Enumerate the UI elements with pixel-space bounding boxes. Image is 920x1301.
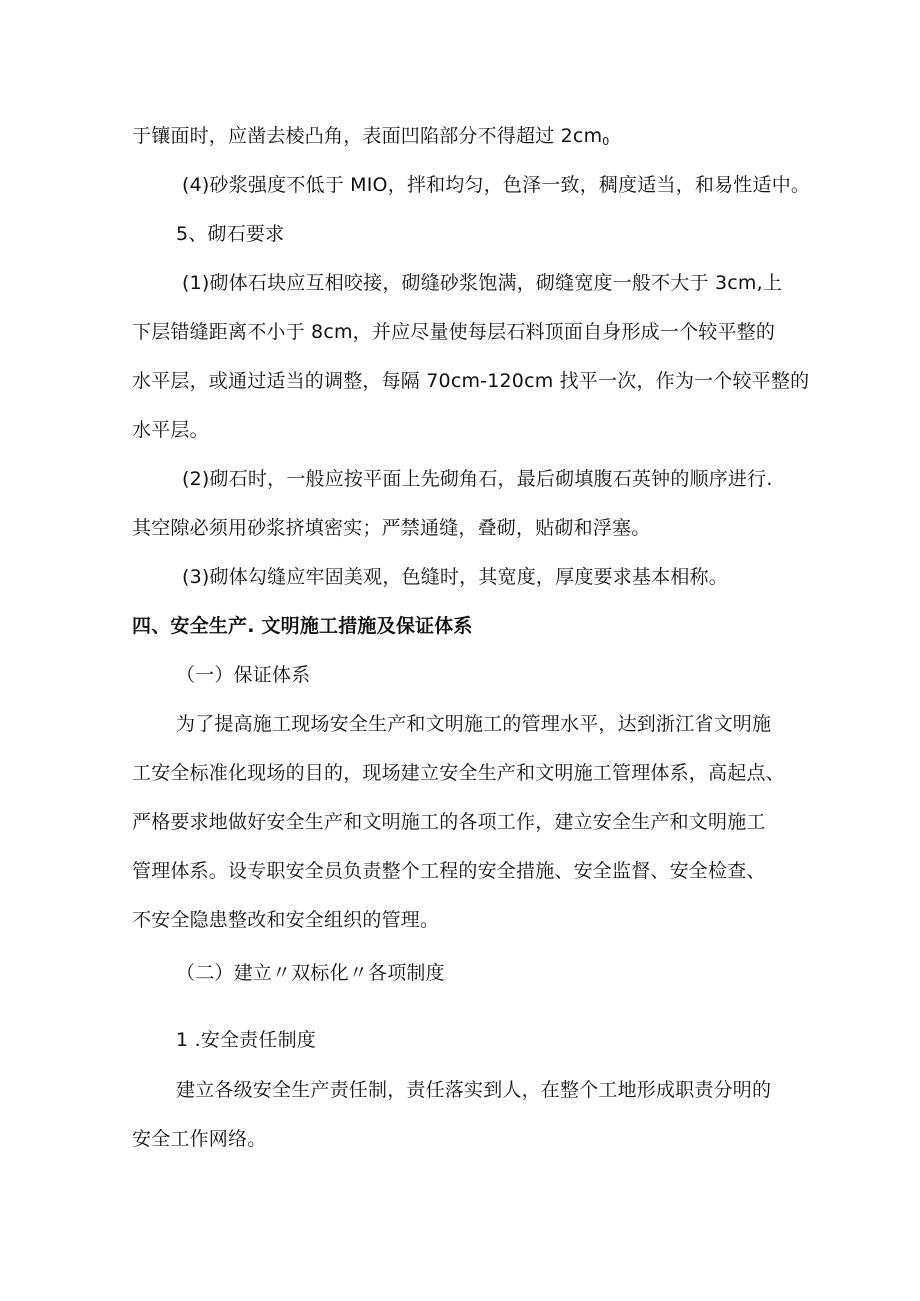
text-line-4: (1)砌体石块应互相咬接，砌缝砂浆饱满，砌缝宽度一般不大于 3cm,上: [182, 272, 783, 294]
text-line-17: 不安全隐患整改和安全组织的管理。: [132, 909, 440, 931]
text-line-1-suffix: 0: [602, 135, 610, 148]
text-line-1: [132, 124, 610, 154]
subsection-heading-2: （二）建立〃双标化〃各项制度: [176, 962, 445, 984]
text-line-10: (3)砌体勾缝应牢固美观，色缝时，其宽度，厚度要求基本相称。: [182, 566, 728, 588]
text-line-14: 工安全标准化现场的目的，现场建立安全生产和文明施工管理体系，高起点、: [132, 762, 785, 784]
section-heading-5: 5、砌石要求: [176, 223, 285, 245]
text-line-2: (4)砂浆强度不低于 MIO，拌和均匀，色泽一致，稠度适当，和易性适中。: [182, 174, 811, 196]
text-line-8: (2)砌石时，一般应按平面上先砌角石，最后砌填腹石英钟的顺序进行.: [182, 468, 773, 490]
section-heading-4: 四、安全生产. 文明施工措施及保证体系: [132, 615, 473, 637]
text-line-1-main: 于镶面时，应凿去棱凸角，表面凹陷部分不得超过 2cm: [132, 125, 603, 147]
text-line-13: 为了提高施工现场安全生产和文明施工的管理水平，达到浙江省文明施: [176, 713, 772, 735]
text-line-16: 管理体系。设专职安全员负责整个工程的安全措施、安全监督、安全检查、: [132, 860, 766, 882]
subsection-heading-1: （一）保证体系: [176, 664, 311, 686]
text-line-21: 安全工作网络。: [132, 1128, 267, 1150]
text-line-5: 下层错缝距离不小于 8cm，并应尽量使每层石料顶面自身形成一个较平整的: [132, 321, 776, 343]
text-line-6: 水平层，或通过适当的调整，每隔 70cm-120cm 找平一次，作为一个较平整的: [132, 370, 810, 392]
text-line-15: 严格要求地做好安全生产和文明施工的各项工作，建立安全生产和文明施工: [132, 811, 766, 833]
text-line-20: 建立各级安全生产责任制，责任落实到人，在整个工地形成职责分明的: [176, 1079, 772, 1101]
text-line-7: 水平层。: [132, 419, 209, 441]
item-heading-1: 1 .安全责任制度: [176, 1029, 316, 1051]
text-line-9: 其空隙必须用砂浆挤填密实；严禁通缝，叠砌，贴砌和浮塞。: [132, 517, 651, 539]
